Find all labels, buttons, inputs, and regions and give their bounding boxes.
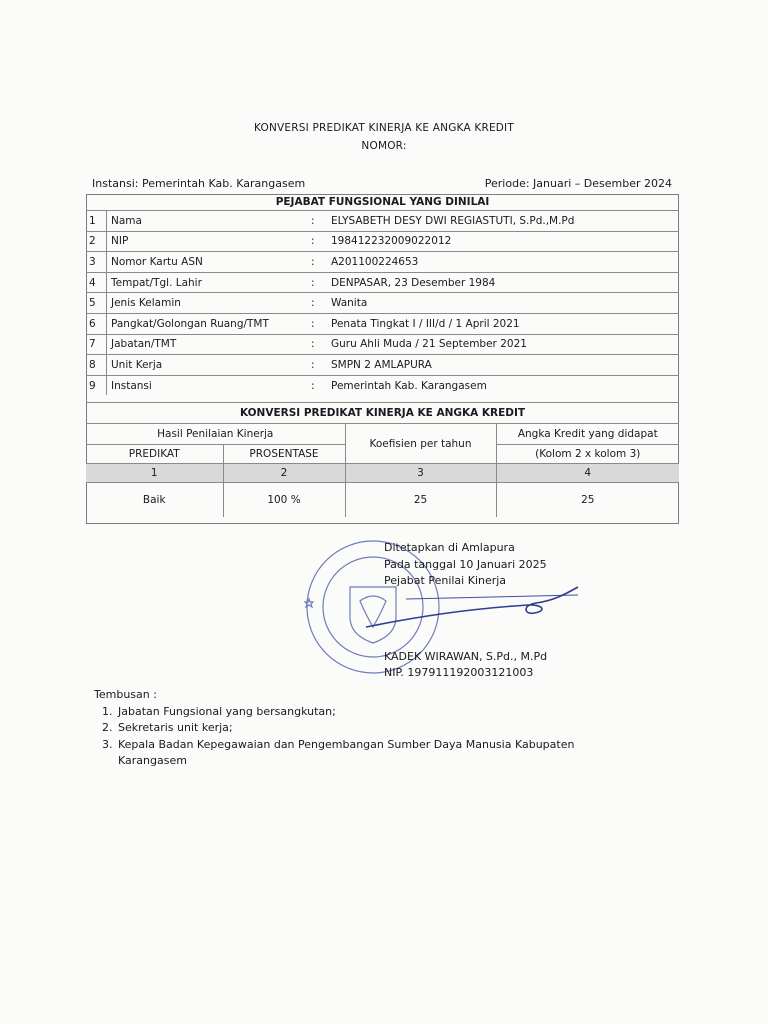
row-number: 4 — [86, 272, 107, 293]
document-title: KONVERSI PREDIKAT KINERJA KE ANGKA KREDIT — [254, 122, 514, 134]
column-number: 3 — [345, 464, 496, 483]
row-colon: : — [311, 231, 327, 252]
predikat-value: Baik — [86, 483, 223, 518]
signer-nip: NIP. 197911192003121003 — [384, 666, 534, 679]
table-row — [86, 355, 679, 376]
place-label: Ditetapkan di Amlapura — [384, 541, 515, 554]
tembusan-list — [94, 704, 638, 770]
koefisien-value: 25 — [345, 483, 496, 518]
periode-label: Periode: Januari – Desember 2024 — [484, 177, 672, 190]
conversion-heading: KONVERSI PREDIKAT KINERJA KE ANGKA KREDIT — [86, 403, 679, 424]
row-number: 7 — [86, 334, 107, 355]
row-label: Unit Kerja — [107, 355, 312, 376]
row-value: Wanita — [327, 293, 679, 314]
table-row — [86, 211, 679, 232]
document-number: NOMOR: — [361, 140, 407, 152]
table-row — [86, 252, 679, 273]
row-colon: : — [311, 375, 327, 395]
row-number: 3 — [86, 252, 107, 273]
role-label: Pejabat Penilai Kinerja — [384, 574, 507, 587]
predikat-header: PREDIKAT — [86, 445, 223, 464]
row-label: Nama — [107, 211, 312, 232]
row-number: 8 — [86, 355, 107, 376]
formula-header: (Kolom 2 x kolom 3) — [496, 445, 679, 464]
row-label: NIP — [107, 231, 312, 252]
column-number: 4 — [496, 464, 679, 483]
row-colon: : — [311, 272, 327, 293]
row-number: 2 — [86, 231, 107, 252]
prosentase-header: PROSENTASE — [223, 445, 345, 464]
row-value: 198412232009022012 — [327, 231, 679, 252]
prosentase-value: 100 % — [223, 483, 345, 518]
row-number: 9 — [86, 375, 107, 395]
value-row — [86, 483, 679, 518]
row-label: Tempat/Tgl. Lahir — [107, 272, 312, 293]
conversion-heading-row — [86, 403, 679, 424]
row-colon: : — [311, 252, 327, 273]
signer-name: KADEK WIRAWAN, S.Pd., M.Pd — [384, 649, 548, 663]
list-item: 2. Sekretaris unit kerja; — [116, 720, 638, 737]
date-label: Pada tanggal 10 Januari 2025 — [384, 557, 547, 571]
list-item: 3. Kepala Badan Kepegawaian dan Pengembangan Sumber Daya Manusia Kabupaten Karangasem — [116, 737, 638, 770]
column-number: 1 — [86, 464, 223, 483]
row-value: ELYSABETH DESY DWI REGIASTUTI, S.Pd.,M.Pd — [327, 211, 679, 232]
column-number-row — [86, 464, 679, 483]
row-label: Jenis Kelamin — [107, 293, 312, 314]
row-number: 1 — [86, 211, 107, 232]
tembusan-title: Tembusan : — [94, 688, 157, 701]
identity-heading: PEJABAT FUNGSIONAL YANG DINILAI — [275, 196, 490, 208]
row-label: Instansi — [107, 375, 312, 395]
angka-kredit-header: Angka Kredit yang didapat — [496, 424, 679, 445]
row-value: SMPN 2 AMLAPURA — [327, 355, 679, 376]
koefisien-header: Koefisien per tahun — [345, 424, 496, 464]
row-value: Penata Tingkat I / III/d / 1 April 2021 — [327, 313, 679, 334]
column-number: 2 — [223, 464, 345, 483]
row-label: Nomor Kartu ASN — [107, 252, 312, 273]
table-row — [86, 293, 679, 314]
angka-kredit-value: 25 — [496, 483, 679, 518]
table-row — [86, 272, 679, 293]
row-label: Jabatan/TMT — [107, 334, 312, 355]
table-row — [86, 375, 679, 395]
identity-heading-row — [86, 194, 679, 211]
row-value: A201100224653 — [327, 252, 679, 273]
stamp-star-icon — [305, 599, 313, 607]
identity-table — [86, 194, 679, 395]
row-value: DENPASAR, 23 Desember 1984 — [327, 272, 679, 293]
table-row — [86, 334, 679, 355]
row-colon: : — [311, 355, 327, 376]
row-colon: : — [311, 334, 327, 355]
conversion-table — [86, 402, 679, 517]
row-number: 5 — [86, 293, 107, 314]
instansi-label: Instansi: Pemerintah Kab. Karangasem — [92, 177, 306, 190]
hasil-header: Hasil Penilaian Kinerja — [86, 424, 345, 445]
signature-block — [384, 540, 547, 682]
header-row — [86, 424, 679, 445]
table-row — [86, 231, 679, 252]
row-colon: : — [311, 211, 327, 232]
row-colon: : — [311, 293, 327, 314]
row-value: Guru Ahli Muda / 21 September 2021 — [327, 334, 679, 355]
row-colon: : — [311, 313, 327, 334]
row-label: Pangkat/Golongan Ruang/TMT — [107, 313, 312, 334]
table-row — [86, 313, 679, 334]
row-number: 6 — [86, 313, 107, 334]
row-value: Pemerintah Kab. Karangasem — [327, 375, 679, 395]
tembusan-section — [94, 687, 638, 770]
stamp-emblem-detail-icon — [360, 596, 386, 627]
list-item: 1. Jabatan Fungsional yang bersangkutan; — [116, 704, 638, 721]
